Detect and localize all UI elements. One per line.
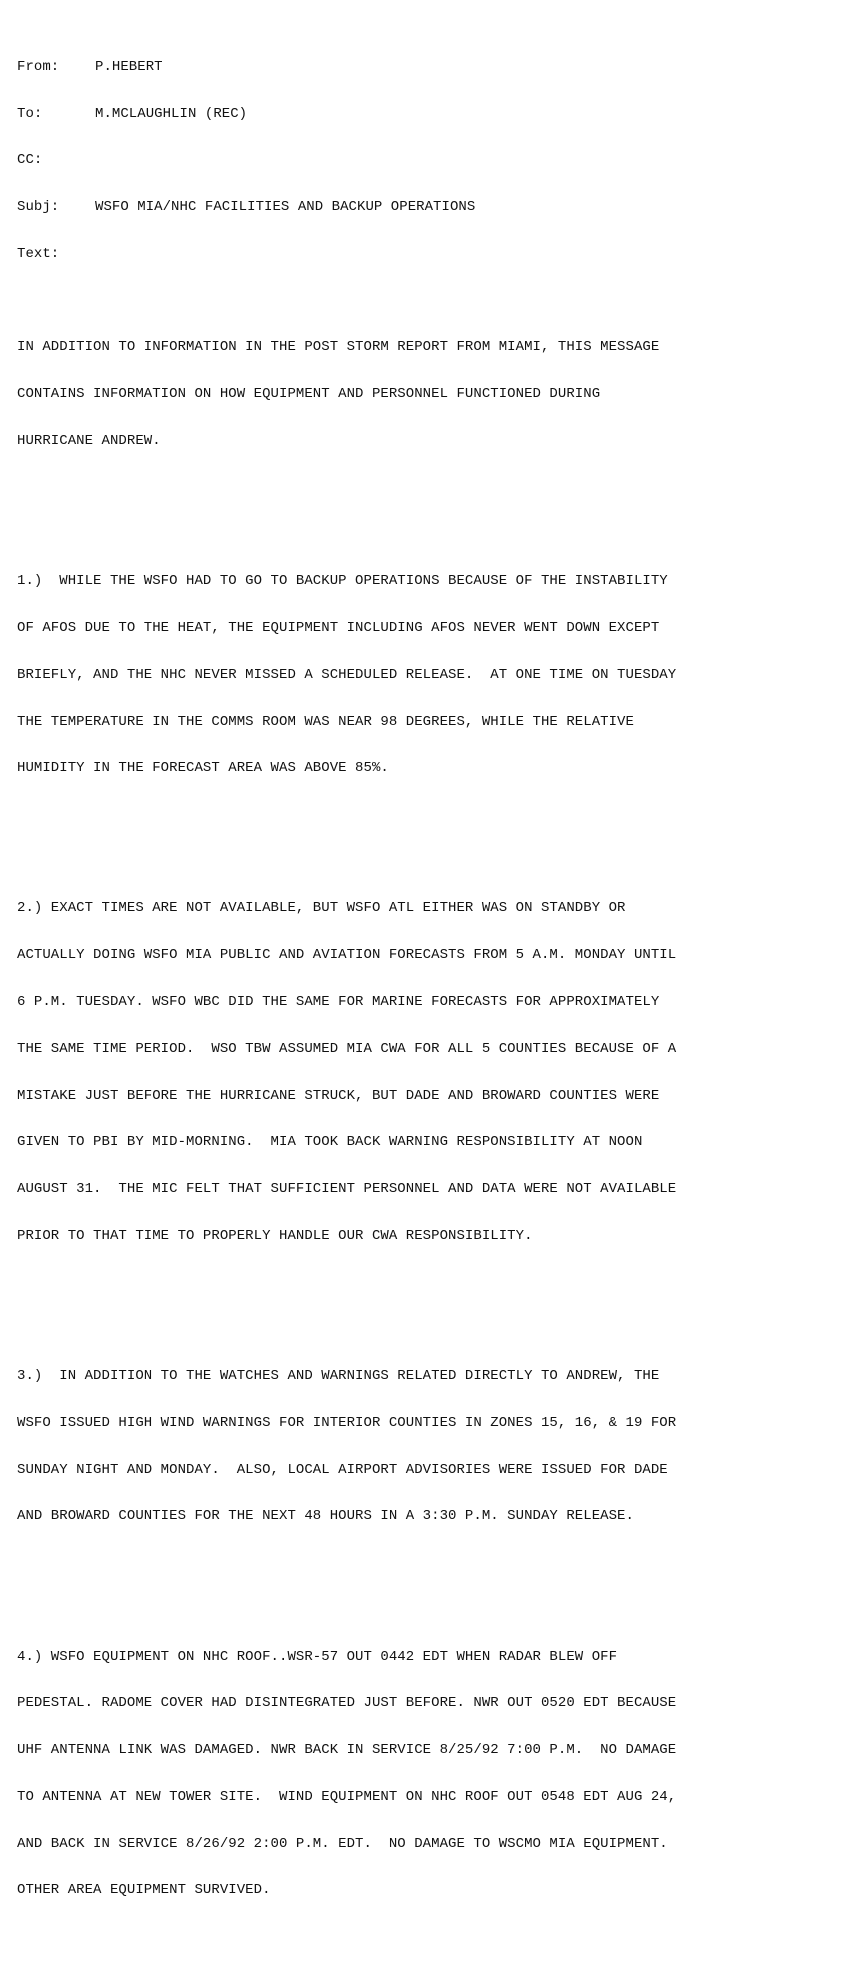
body-line: OF AFOS DUE TO THE HEAT, THE EQUIPMENT INCLUDING AFOS NEVER WENT DOWN EXCEPT [17, 619, 660, 636]
item-1-paragraph [17, 543, 837, 808]
to-row [17, 107, 837, 123]
from-row [17, 60, 837, 76]
intro-paragraph [17, 309, 837, 481]
cc-label: CC: [17, 152, 43, 169]
body-line: PEDESTAL. RADOME COVER HAD DISINTEGRATED JUST BEFORE. NWR OUT 0520 EDT BECAUSE [17, 1695, 677, 1712]
body-line: ACTUALLY DOING WSFO MIA PUBLIC AND AVIATION FORECASTS FROM 5 A.M. MONDAY UNTIL [17, 947, 677, 964]
body-line: PRIOR TO THAT TIME TO PROPERLY HANDLE OUR CWA RESPONSIBILITY. [17, 1227, 533, 1244]
subj-label: Subj: [17, 199, 60, 216]
body-line: 3.) IN ADDITION TO THE WATCHES AND WARNINGS RELATED DIRECTLY TO ANDREW, THE [17, 1368, 660, 1385]
text-label: Text: [17, 245, 60, 262]
body-line: 4.) WSFO EQUIPMENT ON NHC ROOF..WSR-57 OUT 0442 EDT WHEN RADAR BLEW OFF [17, 1648, 618, 1665]
body-line: 2.) EXACT TIMES ARE NOT AVAILABLE, BUT WSFO ATL EITHER WAS ON STANDBY OR [17, 900, 626, 917]
subj-value: WSFO MIA/NHC FACILITIES AND BACKUP OPERATIONS [95, 199, 476, 216]
subj-row [17, 200, 837, 216]
to-value: M.MCLAUGHLIN (REC) [95, 105, 248, 122]
cc-value [95, 153, 837, 169]
from-value: P.HEBERT [95, 58, 163, 75]
body-line: UHF ANTENNA LINK WAS DAMAGED. NWR BACK IN SERVICE 8/25/92 7:00 P.M. NO DAMAGE [17, 1742, 677, 1759]
to-label: To: [17, 105, 43, 122]
memo-document [17, 13, 837, 1961]
body-line: MISTAKE JUST BEFORE THE HURRICANE STRUCK, BUT DADE AND BROWARD COUNTIES WERE [17, 1087, 660, 1104]
body-line: THE SAME TIME PERIOD. WSO TBW ASSUMED MIA CWA FOR ALL 5 COUNTIES BECAUSE OF A [17, 1040, 677, 1057]
body-line: THE TEMPERATURE IN THE COMMS ROOM WAS NEAR 98 DEGREES, WHILE THE RELATIVE [17, 713, 634, 730]
text-row [17, 247, 837, 263]
body-line: AND BACK IN SERVICE 8/26/92 2:00 P.M. EDT. NO DAMAGE TO WSCMO MIA EQUIPMENT. [17, 1835, 668, 1852]
body-line: 1.) WHILE THE WSFO HAD TO GO TO BACKUP OPERATIONS BECAUSE OF THE INSTABILITY [17, 573, 668, 590]
body-line: IN ADDITION TO INFORMATION IN THE POST STORM REPORT FROM MIAMI, THIS MESSAGE [17, 339, 660, 356]
item-2-paragraph [17, 870, 837, 1275]
body-line: AND BROWARD COUNTIES FOR THE NEXT 48 HOURS IN A 3:30 P.M. SUNDAY RELEASE. [17, 1508, 634, 1525]
body-line: OTHER AREA EQUIPMENT SURVIVED. [17, 1882, 271, 1899]
body-line: SUNDAY NIGHT AND MONDAY. ALSO, LOCAL AIRPORT ADVISORIES WERE ISSUED FOR DADE [17, 1461, 668, 1478]
body-line: 6 P.M. TUESDAY. WSFO WBC DID THE SAME FOR MARINE FORECASTS FOR APPROXIMATELY [17, 994, 660, 1010]
body-line: HUMIDITY IN THE FORECAST AREA WAS ABOVE 85%. [17, 760, 389, 777]
body-line: TO ANTENNA AT NEW TOWER SITE. WIND EQUIPMENT ON NHC ROOF OUT 0548 EDT AUG 24, [17, 1788, 677, 1805]
body-line: CONTAINS INFORMATION ON HOW EQUIPMENT AND PERSONNEL FUNCTIONED DURING [17, 386, 601, 403]
body-line: WSFO ISSUED HIGH WIND WARNINGS FOR INTERIOR COUNTIES IN ZONES 15, 16, & 19 FOR [17, 1414, 677, 1431]
from-label: From: [17, 58, 60, 75]
cc-row [17, 153, 837, 169]
item-3-paragraph [17, 1338, 837, 1556]
body-line: HURRICANE ANDREW. [17, 433, 161, 450]
body-line: AUGUST 31. THE MIC FELT THAT SUFFICIENT PERSONNEL AND DATA WERE NOT AVAILABLE [17, 1181, 677, 1198]
body-line: GIVEN TO PBI BY MID-MORNING. MIA TOOK BACK WARNING RESPONSIBILITY AT NOON [17, 1134, 643, 1151]
item-4-paragraph [17, 1618, 837, 1930]
body-line: BRIEFLY, AND THE NHC NEVER MISSED A SCHEDULED RELEASE. AT ONE TIME ON TUESDAY [17, 666, 677, 683]
